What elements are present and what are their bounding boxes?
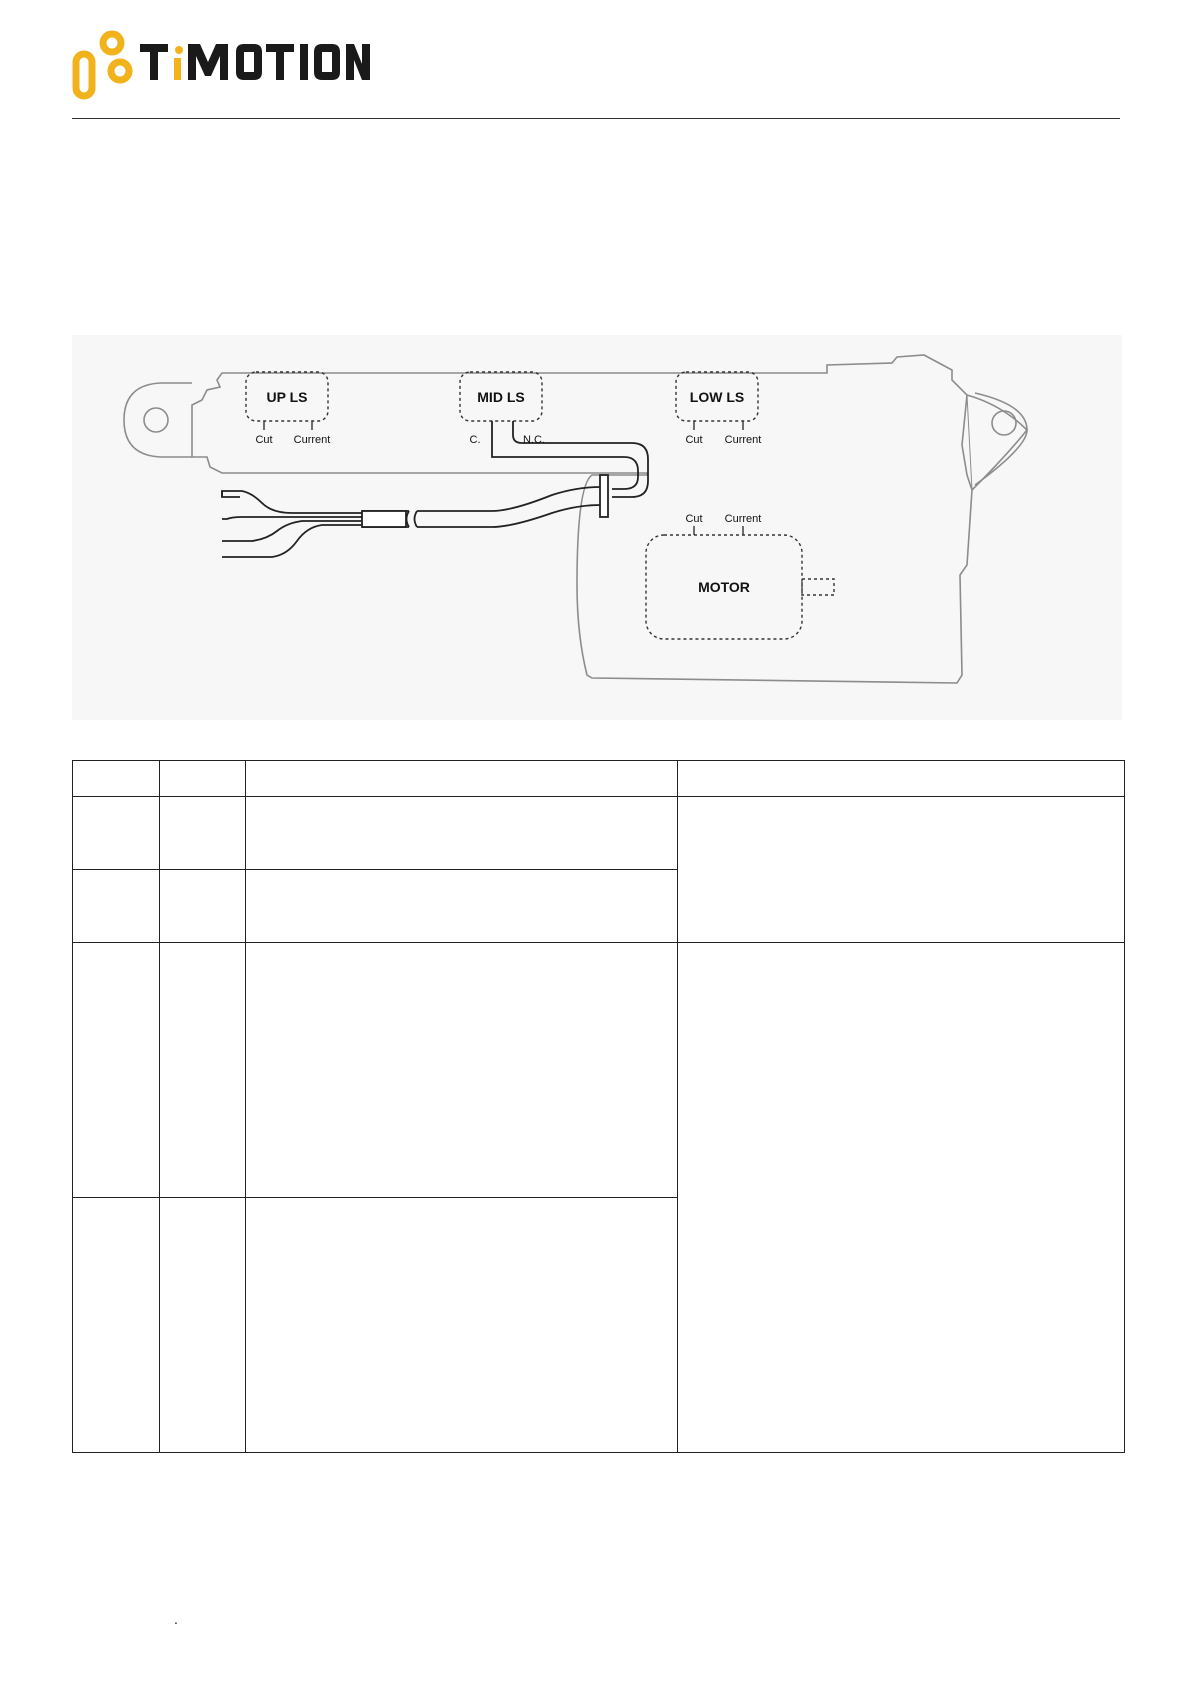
table-cell (73, 943, 160, 1198)
front-mount-hole-icon (992, 411, 1016, 435)
table-cell (160, 870, 246, 943)
cable-sleeve (362, 511, 406, 527)
logo-wordmark (140, 44, 370, 80)
wiring-diagram (72, 335, 1122, 720)
mid-ls-label: MID LS (477, 389, 525, 405)
up-ls-pin-cut: Cut (255, 434, 273, 446)
up-ls-label: UP LS (266, 389, 308, 405)
timotion-logo (70, 28, 370, 104)
low-ls-pin-current: Current (724, 434, 762, 446)
cable-grommet (600, 475, 608, 517)
table-cell (160, 761, 246, 797)
mid-ls-nc-wire (513, 421, 648, 497)
table-cell (678, 943, 1125, 1453)
lead-wire-3 (222, 521, 362, 541)
header-rule (72, 118, 1120, 119)
front-mount (967, 395, 1027, 490)
table-cell (73, 1198, 160, 1453)
actuator-housing (192, 355, 972, 683)
motor-label: MOTOR (698, 579, 750, 595)
table-cell (160, 797, 246, 870)
table-cell (160, 1198, 246, 1453)
table-cell (160, 943, 246, 1198)
table-header-row (73, 761, 1125, 797)
lead-wire-2 (222, 517, 362, 519)
actuator-diagram (72, 335, 1122, 720)
low-ls-label: LOW LS (689, 389, 745, 405)
table-row (73, 943, 1125, 1198)
table-cell (73, 870, 160, 943)
footer-mark: . (174, 1611, 178, 1627)
mid-ls-c-wire (492, 421, 638, 489)
table-cell (246, 943, 678, 1198)
rear-mount-hole-icon (144, 408, 168, 432)
mid-ls-pin-nc: N.C. (523, 434, 545, 446)
logo-mark-icon (76, 34, 129, 96)
table-cell (73, 761, 160, 797)
table-cell (246, 1198, 678, 1453)
rear-mount (124, 383, 192, 457)
table-cell (246, 797, 678, 870)
wiring-table (72, 760, 1125, 1453)
table-cell (73, 797, 160, 870)
lead-wire-1 (222, 491, 362, 513)
table-cell (246, 761, 678, 797)
mid-ls-pin-c: C. (469, 434, 481, 446)
low-ls-pin-cut: Cut (685, 434, 703, 446)
motor-pin-cut: Cut (685, 513, 703, 525)
table-cell (678, 797, 1125, 943)
table-cell (246, 870, 678, 943)
table-cell (678, 761, 1125, 797)
motor-pin-current: Current (724, 513, 762, 525)
up-ls-pin-current: Current (293, 434, 331, 446)
table-row (73, 797, 1125, 870)
motor-shaft (802, 579, 834, 595)
